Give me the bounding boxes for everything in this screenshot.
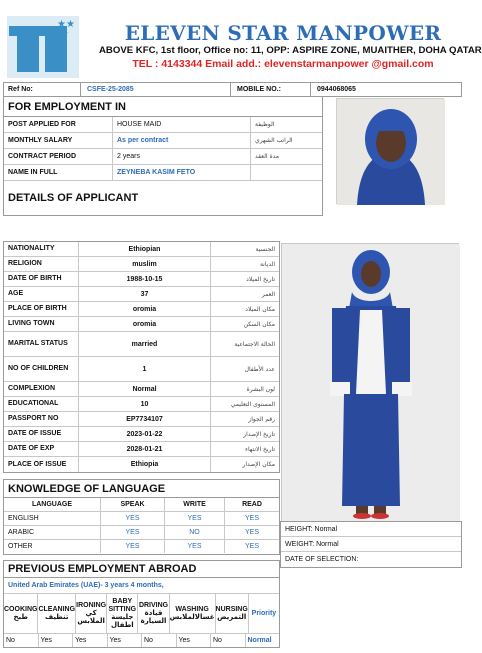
previous-country: United Arab Emirates (UAE)- 3 years 4 months, — [4, 578, 279, 594]
row-value: As per contract — [112, 133, 250, 148]
row-value: ZEYNEBA KASIM FETO — [112, 165, 250, 180]
detail-label: EDUCATIONAL — [8, 400, 59, 407]
employment-section — [3, 97, 323, 216]
detail-arabic: الجنسية — [210, 242, 279, 256]
detail-arabic: تاريخ الانتهاء — [210, 442, 279, 456]
employment-row — [4, 165, 322, 181]
skill-cleaning: CLEANING تنظيف — [37, 594, 75, 633]
language-section — [3, 479, 280, 555]
previous-employment-section — [3, 560, 280, 648]
skill-value: Yes — [72, 634, 107, 647]
detail-row — [4, 302, 279, 317]
language-name: ARABIC — [8, 529, 35, 536]
previous-title: PREVIOUS EMPLOYMENT ABROAD — [4, 561, 279, 578]
row-label: CONTRACT PERIOD — [8, 153, 77, 160]
skill-value: Yes — [176, 634, 211, 647]
detail-value: muslim — [78, 257, 210, 271]
ref-value: CSFE-25-2085 — [80, 83, 230, 96]
detail-label: PLACE OF ISSUE — [8, 460, 67, 468]
cv-page — [3, 3, 482, 649]
detail-arabic: رقم الجواز — [210, 412, 279, 426]
skills-header-row — [4, 594, 279, 634]
language-header-row — [4, 498, 279, 512]
height-value: HEIGHT: Normal — [281, 522, 461, 537]
detail-value: 2028-01-21 — [78, 442, 210, 456]
detail-row — [4, 457, 279, 472]
detail-label: PASSPORT NO — [8, 415, 59, 422]
detail-row — [4, 287, 279, 302]
speak-value: YES — [100, 526, 164, 539]
skill-washing: WASHING غسالالملابس — [169, 594, 215, 633]
detail-row — [4, 382, 279, 397]
skill-ironing: IRONING كي الملابس — [75, 594, 106, 633]
detail-label: DATE OF ISSUE — [8, 430, 62, 437]
language-row — [4, 526, 279, 540]
weight-value: WEIGHT: Normal — [281, 537, 461, 552]
detail-label: RELIGION — [8, 260, 42, 267]
read-header: READ — [224, 498, 279, 511]
row-arabic: الراتب الشهري — [250, 133, 322, 148]
detail-arabic: عدد الأطفال — [210, 357, 279, 381]
detail-label: MARITAL STATUS — [8, 340, 68, 347]
row-value: HOUSE MAID — [112, 117, 250, 132]
write-value: NO — [164, 526, 224, 539]
stars-icon: ★★ ★ — [57, 19, 75, 40]
row-arabic: الوظيفة — [250, 117, 322, 132]
detail-row — [4, 272, 279, 287]
detail-label: PLACE OF BIRTH — [8, 305, 67, 312]
mobile-label: MOBILE NO.: — [230, 83, 310, 96]
ref-label: Ref No: — [8, 86, 33, 93]
detail-arabic: المستوى التعليمي — [210, 397, 279, 411]
skill-value: Yes — [107, 634, 142, 647]
skill-driving: DRIVING قيادة السيارة — [137, 594, 168, 633]
detail-row — [4, 332, 279, 357]
skill-value: No — [6, 637, 15, 644]
language-name: OTHER — [8, 543, 33, 550]
detail-label: DATE OF BIRTH — [8, 275, 62, 282]
detail-arabic: مكان الميلاد — [210, 302, 279, 316]
full-body-photo — [281, 243, 459, 521]
skills-value-row — [4, 634, 279, 647]
detail-arabic: لون البشرة — [210, 382, 279, 396]
read-value: YES — [224, 540, 279, 553]
selection-date: DATE OF SELECTION: — [285, 556, 359, 563]
read-value: YES — [224, 512, 279, 525]
language-name: ENGLISH — [8, 515, 39, 522]
company-contact: TEL : 4143344 Email add.: elevenstarmanpower @gmail.com — [132, 58, 434, 70]
detail-label: LIVING TOWN — [8, 320, 55, 327]
detail-arabic: تاريخ الميلاد — [210, 272, 279, 286]
row-arabic: مدة العقد — [250, 149, 322, 164]
detail-value: married — [78, 332, 210, 356]
detail-row — [4, 427, 279, 442]
detail-value: 10 — [78, 397, 210, 411]
priority-value: Normal — [245, 634, 280, 647]
detail-value: 37 — [78, 287, 210, 301]
detail-value: oromia — [78, 302, 210, 316]
detail-value: Normal — [78, 382, 210, 396]
detail-value: Ethiopian — [78, 242, 210, 256]
skill-nursing: NURSING التمريض — [215, 594, 248, 633]
employment-row — [4, 133, 322, 149]
row-arabic — [250, 165, 322, 180]
detail-value: oromia — [78, 317, 210, 331]
detail-arabic: الحالة الاجتماعية — [210, 332, 279, 356]
detail-value: EP7734107 — [78, 412, 210, 426]
detail-label: DATE OF EXP — [8, 445, 55, 452]
row-label: POST APPLIED FOR — [8, 121, 76, 128]
skill-priority: Priority — [248, 594, 279, 633]
detail-arabic: مكان الإصدار — [210, 457, 279, 472]
reference-row — [3, 82, 462, 97]
detail-row — [4, 397, 279, 412]
employment-row — [4, 149, 322, 165]
company-address: ABOVE KFC, 1st floor, Office no: 11, OPP: ASPIRE ZONE, MUAITHER, DOHA QATAR — [99, 45, 482, 56]
employment-title: FOR EMPLOYMENT IN — [4, 97, 322, 117]
language-title: KNOWLEDGE OF LANGUAGE — [4, 480, 279, 498]
portrait-photo — [336, 98, 444, 204]
detail-value: 1 — [78, 357, 210, 381]
detail-arabic: مكان السكن — [210, 317, 279, 331]
detail-row — [4, 442, 279, 457]
speak-header: SPEAK — [100, 498, 164, 511]
detail-arabic: الديانة — [210, 257, 279, 271]
company-name: ELEVEN STAR MANPOWER — [124, 21, 442, 45]
detail-value: 1988-10-15 — [78, 272, 210, 286]
physical-info — [280, 521, 462, 568]
detail-row — [4, 257, 279, 272]
row-value: 2 years — [112, 149, 250, 164]
detail-label: AGE — [8, 290, 24, 297]
write-value: YES — [164, 540, 224, 553]
language-row — [4, 540, 279, 554]
company-logo — [7, 16, 79, 78]
detail-label: COMPLEXION — [8, 385, 56, 392]
mobile-value: 0944068065 — [310, 83, 461, 96]
speak-value: YES — [100, 512, 164, 525]
details-title: DETAILS OF APPLICANT — [8, 192, 139, 204]
detail-value: 2023-01-22 — [78, 427, 210, 441]
detail-value: Ethiopia — [78, 457, 210, 472]
detail-label: NATIONALITY — [8, 245, 55, 252]
language-header: LANGUAGE — [31, 501, 73, 508]
row-label: NAME IN FULL — [8, 169, 58, 176]
language-row — [4, 512, 279, 526]
detail-row — [4, 242, 279, 257]
detail-label: NO OF CHILDREN — [8, 365, 69, 372]
write-value: YES — [164, 512, 224, 525]
read-value: YES — [224, 526, 279, 539]
detail-arabic: العمر — [210, 287, 279, 301]
skill-value: No — [141, 634, 176, 647]
detail-row — [4, 357, 279, 382]
skill-baby-sitting: BABY SITTING جليسة اطفال — [106, 594, 137, 633]
employment-row — [4, 117, 322, 133]
detail-arabic: تاريخ الإصدار — [210, 427, 279, 441]
skill-value: Yes — [38, 634, 73, 647]
skill-cooking: COOKING طبخ — [4, 605, 38, 621]
speak-value: YES — [100, 540, 164, 553]
applicant-details-table — [3, 241, 280, 473]
detail-row — [4, 412, 279, 427]
row-label: MONTHLY SALARY — [8, 137, 73, 144]
skill-value: No — [210, 634, 245, 647]
detail-row — [4, 317, 279, 332]
write-header: WRITE — [164, 498, 224, 511]
